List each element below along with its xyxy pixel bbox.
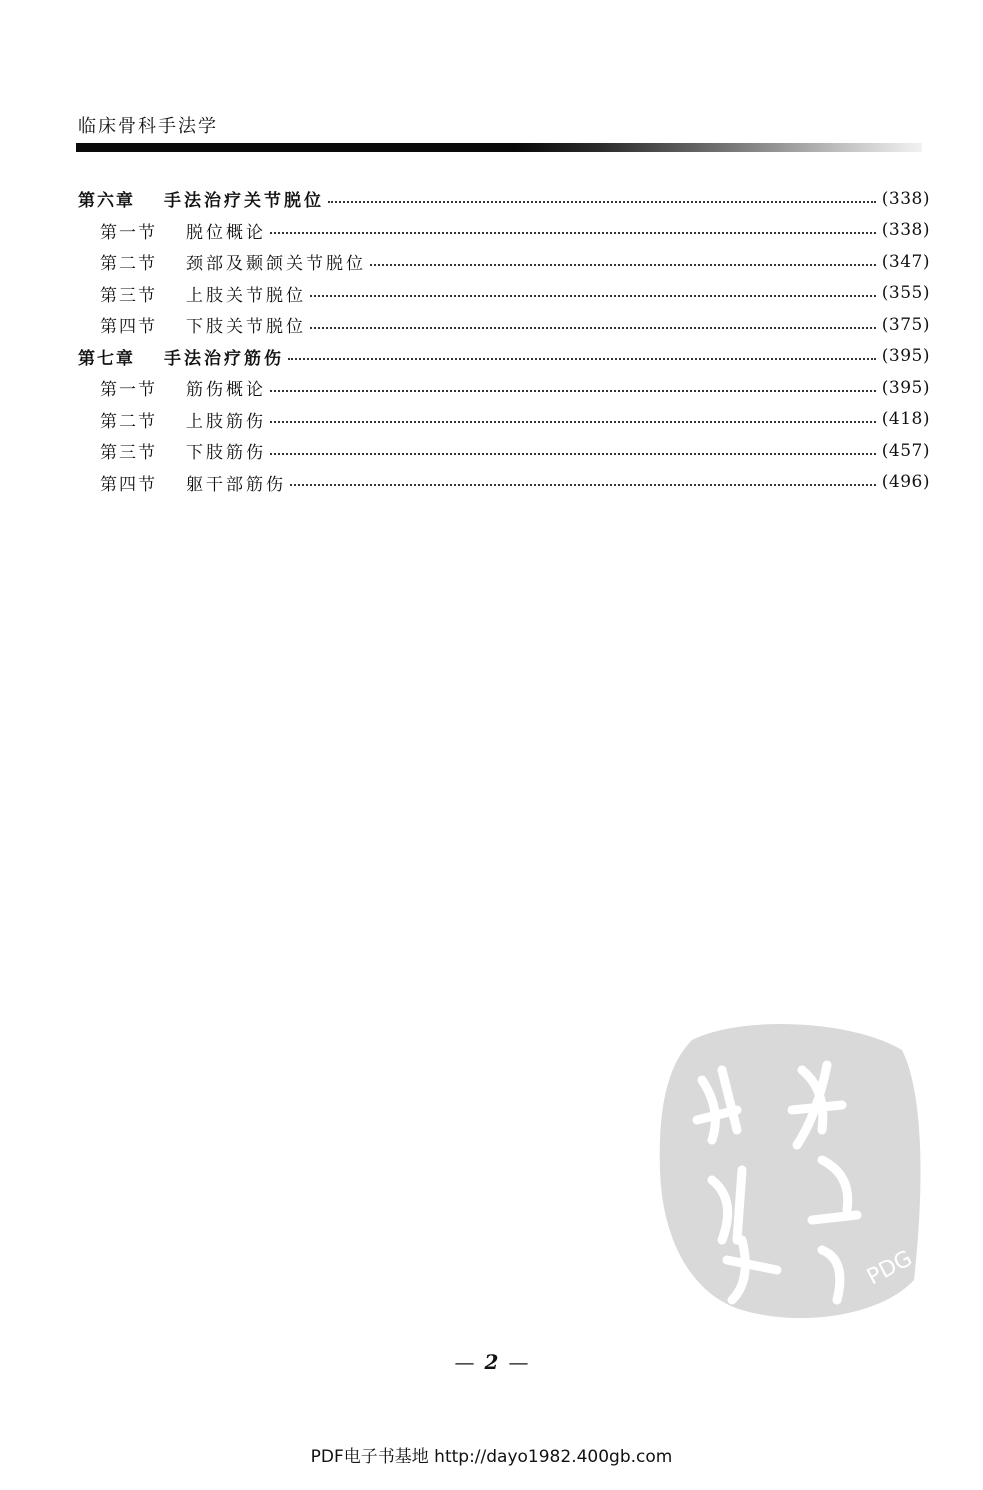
toc-entry-page: (355) — [881, 283, 930, 304]
toc-entry-section[interactable] — [78, 435, 930, 467]
toc-entry-number: 第一节 — [100, 222, 157, 243]
dot-leader — [290, 484, 876, 486]
toc-entry-title: 手法治疗筋伤 — [164, 348, 284, 369]
toc-entry-section[interactable] — [78, 404, 930, 436]
toc-entry-number: 第六章 — [78, 191, 135, 212]
toc-entry-chapter-6[interactable] — [78, 183, 930, 215]
toc-entry-title: 手法治疗关节脱位 — [164, 191, 324, 212]
page-number-dash-right: — — [508, 1350, 529, 1374]
page-number-dash-left: — — [454, 1350, 475, 1374]
dot-leader — [370, 264, 876, 266]
toc-entry-page: (338) — [881, 220, 930, 241]
toc-entry-section[interactable] — [78, 467, 930, 499]
toc-entry-page: (347) — [881, 251, 930, 272]
dot-leader — [270, 232, 876, 234]
dot-leader — [270, 390, 876, 392]
dot-leader — [270, 421, 876, 423]
dot-leader — [288, 358, 876, 360]
toc-entry-page: (375) — [881, 314, 930, 335]
toc-entry-title: 颈部及颞颌关节脱位 — [186, 254, 366, 275]
toc-entry-number: 第三节 — [100, 285, 157, 306]
toc-entry-page: (395) — [881, 377, 930, 398]
toc-entry-number: 第四节 — [100, 474, 157, 495]
toc-entry-title: 筋伤概论 — [186, 380, 266, 401]
toc-entry-page: (338) — [881, 188, 930, 209]
toc-entry-number: 第四节 — [100, 317, 157, 338]
toc-entry-chapter-7[interactable] — [78, 341, 930, 373]
toc-entry-number: 第一节 — [100, 380, 157, 401]
toc-entry-section[interactable] — [78, 372, 930, 404]
dot-leader — [328, 201, 876, 203]
toc-entry-title: 上肢筋伤 — [186, 411, 266, 432]
toc-entry-section[interactable] — [78, 309, 930, 341]
dot-leader — [270, 453, 876, 455]
running-head: 临床骨科手法学 — [78, 116, 218, 137]
toc-entry-title: 躯干部筋伤 — [186, 474, 286, 495]
toc-entry-title: 脱位概论 — [186, 222, 266, 243]
toc-entry-title: 下肢筋伤 — [186, 443, 266, 464]
header-rule — [76, 143, 922, 152]
toc-entry-title: 下肢关节脱位 — [186, 317, 306, 338]
watermark-text: PDG — [863, 1246, 917, 1291]
toc-entry-page: (418) — [881, 409, 930, 430]
toc-entry-page: (457) — [881, 440, 930, 461]
toc-entry-section[interactable] — [78, 215, 930, 247]
toc-entry-section[interactable] — [78, 246, 930, 278]
footer-source-link[interactable]: PDF电子书基地 http://dayo1982.400gb.com — [310, 1447, 673, 1467]
dot-leader — [310, 295, 876, 297]
toc-entry-title: 上肢关节脱位 — [186, 285, 306, 306]
dot-leader — [310, 327, 876, 329]
table-of-contents — [78, 183, 930, 498]
page-number — [0, 1350, 983, 1374]
toc-entry-number: 第七章 — [78, 348, 135, 369]
toc-entry-number: 第三节 — [100, 443, 157, 464]
toc-entry-page: (496) — [881, 472, 930, 493]
toc-entry-number: 第二节 — [100, 411, 157, 432]
seal-watermark-icon — [652, 1010, 932, 1330]
toc-entry-page: (395) — [881, 346, 930, 367]
toc-entry-number: 第二节 — [100, 254, 157, 275]
toc-entry-section[interactable] — [78, 278, 930, 310]
page-number-value: 2 — [484, 1350, 499, 1374]
